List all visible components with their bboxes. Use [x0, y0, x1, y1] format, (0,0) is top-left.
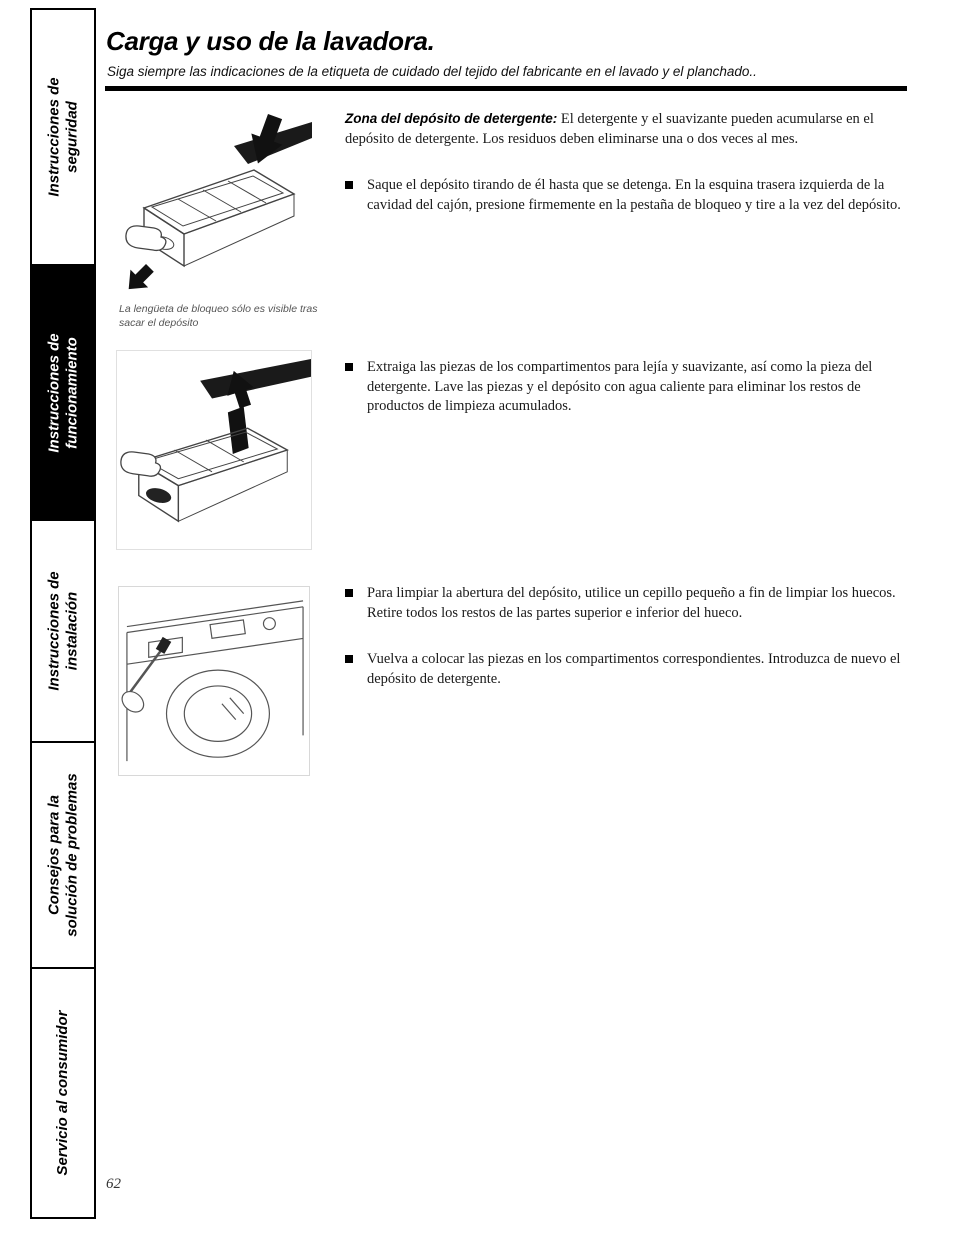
sidebar-item-label: Servicio al consumidor — [54, 1010, 72, 1176]
sidebar-item-label: Instrucciones de seguridad — [45, 77, 80, 197]
figure-caption: La lengüeta de bloqueo sólo es visible tras sacar el depósito — [119, 303, 318, 329]
sidebar-item-label: Instrucciones de instalación — [45, 571, 80, 691]
brush-cleaning-illustration — [119, 587, 309, 775]
bullet-square-icon — [345, 363, 353, 371]
lead-paragraph — [345, 110, 905, 149]
sidebar-item-label: Instrucciones de funcionamiento — [45, 332, 80, 453]
page-subtitle: Siga siempre las indicaciones de la etiqueta de cuidado del tejido del fabricante en el lavado y el planchado.. — [107, 64, 757, 79]
figure-drawer-pulled-out — [116, 112, 312, 300]
hand-illustration — [119, 687, 148, 716]
lead-text: El detergente y el suavizante pueden acumularse en el depósito de detergente. Los residuos deben eliminarse una o dos veces al mes. — [345, 111, 874, 147]
hand-illustration — [121, 452, 161, 476]
sidebar-item-instrucciones-de-seguridad — [30, 8, 96, 266]
bullet-item — [345, 650, 907, 689]
page-number: 62 — [106, 1176, 121, 1192]
figure-insert-removal — [116, 350, 312, 550]
insert-removal-illustration — [117, 351, 311, 549]
bullet-text: Para limpiar la abertura del depósito, utilice un cepillo pequeño a fin de limpiar los huecos. Retire todos los restos de las partes superior e inferior del hueco. — [367, 585, 896, 621]
pull-direction-arrow-icon — [120, 259, 159, 298]
bullet-square-icon — [345, 181, 353, 189]
section-tab-sidebar — [30, 8, 96, 1219]
bullet-text: Vuelva a colocar las piezas en los compartimentos correspondientes. Introduzca de nuevo el depósito de detergente. — [367, 651, 901, 687]
figure-brush-cleaning — [118, 586, 310, 776]
header-divider — [105, 86, 907, 91]
hand-illustration — [126, 226, 166, 251]
bullet-text: Saque el depósito tirando de él hasta que se detenga. En la esquina trasera izquierda de la cavidad del cajón, presione firmemente en la pestaña de bloqueo y tire a la vez del depósito. — [367, 177, 901, 213]
bullet-item — [345, 584, 907, 623]
bullet-square-icon — [345, 589, 353, 597]
lead-label: Zona del depósito de detergente: — [345, 111, 558, 126]
page-title: Carga y uso de la lavadora. — [106, 26, 435, 56]
bullet-square-icon — [345, 655, 353, 663]
sidebar-item-label: Consejos para la solución de problemas — [45, 773, 80, 937]
sidebar-item-instrucciones-de-funcionamiento — [30, 264, 96, 521]
sidebar-item-instrucciones-de-instalacion — [30, 519, 96, 743]
bullet-item — [345, 176, 907, 215]
sidebar-item-consejos-solucion-de-problemas — [30, 741, 96, 969]
bullet-text: Extraiga las piezas de los compartimentos para lejía y suavizante, así como la pieza del detergente. Lave las piezas y el depósito con agua caliente para eliminar los restos de productos de limpieza acumulados. — [367, 359, 873, 415]
bullet-item — [345, 358, 907, 417]
drawer-pull-illustration — [116, 112, 312, 300]
sidebar-item-servicio-al-consumidor — [30, 967, 96, 1219]
